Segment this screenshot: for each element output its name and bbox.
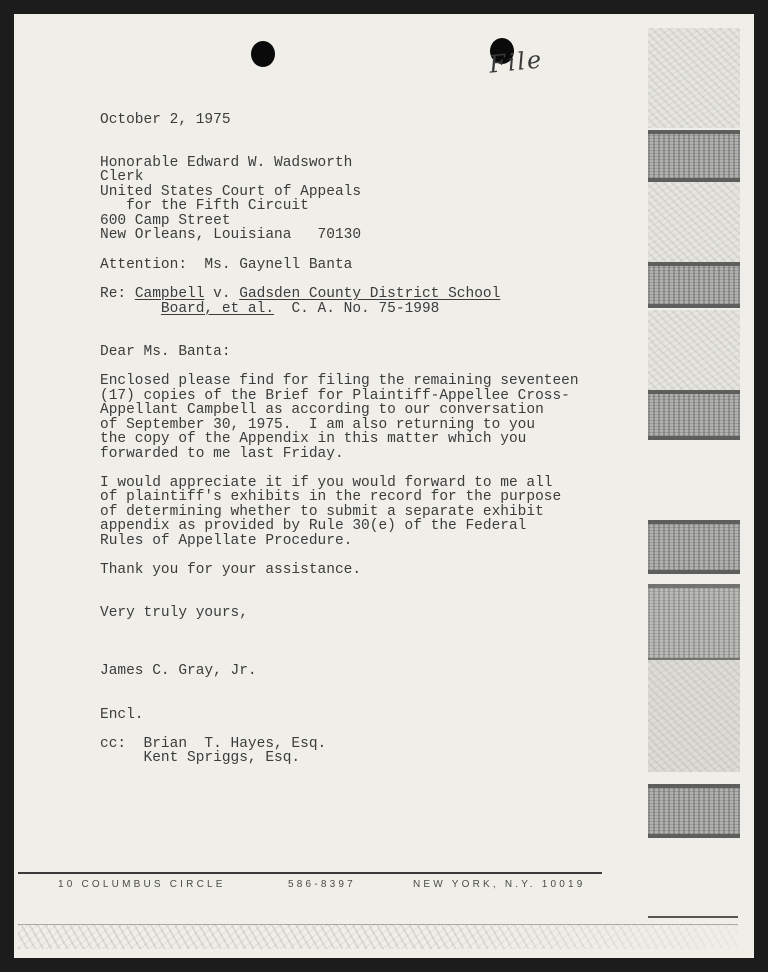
recipient-street: 600 Camp Street (100, 213, 231, 229)
paragraph-2-line: appendix as provided by Rule 30(e) of the Federal (100, 518, 527, 534)
re-party-plaintiff: Campbell (134, 286, 205, 302)
attention-line: Attention: Ms. Gaynell Banta (100, 257, 353, 273)
cc-line: Kent Spriggs, Esq. (100, 750, 301, 766)
paragraph-1-line: of September 30, 1975. I am also returning to you (100, 417, 536, 433)
paragraph-1-line: Appellant Campbell as according to our conversation (100, 402, 544, 418)
re-indent (100, 301, 161, 317)
punch-hole-left (251, 41, 275, 67)
recipient-title: Clerk (100, 169, 144, 185)
edge-strip-light (648, 182, 740, 262)
re-case-number: C. A. No. 75-1998 (274, 301, 440, 317)
edge-strip-dark (648, 520, 740, 574)
edge-strip-dark (648, 262, 740, 308)
scan-artifact-strip (18, 924, 738, 949)
enclosure-note: Encl. (100, 707, 144, 723)
edge-strip-light (648, 310, 740, 390)
re-party-defendant: Gadsden County District School (239, 286, 501, 302)
re-versus: v. (204, 286, 240, 302)
paragraph-2-line: Rules of Appellate Procedure. (100, 533, 353, 549)
recipient-org-cont: for the Fifth Circuit (100, 198, 309, 214)
re-party-defendant-cont: Board, et al. (160, 301, 275, 317)
cc-line: cc: Brian T. Hayes, Esq. (100, 736, 327, 752)
paragraph-1-line: (17) copies of the Brief for Plaintiff-Appellee Cross- (100, 388, 570, 404)
edge-rule (648, 916, 738, 918)
edge-strip-dark (648, 130, 740, 182)
footer-phone: 586-8397 (288, 879, 356, 890)
paragraph-2-line: I would appreciate it if you would forward to me all (100, 475, 553, 491)
closing: Very truly yours, (100, 605, 248, 621)
footer-city: NEW YORK, N.Y. 10019 (413, 879, 586, 890)
paragraph-1-line: the copy of the Appendix in this matter which you (100, 431, 527, 447)
letter-date: October 2, 1975 (100, 112, 231, 128)
signature-name: James C. Gray, Jr. (100, 663, 257, 679)
paragraph-3: Thank you for your assistance. (100, 562, 362, 578)
edge-strip-dark (648, 784, 740, 838)
handwritten-file-note: File (487, 45, 545, 79)
edge-strip-light (648, 660, 740, 772)
paragraph-2-line: of plaintiff's exhibits in the record for the purpose (100, 489, 562, 505)
paragraph-2-line: of determining whether to submit a separate exhibit (100, 504, 544, 520)
recipient-city: New Orleans, Louisiana 70130 (100, 227, 362, 243)
re-line-1 (100, 287, 500, 301)
re-prefix: Re: (100, 286, 135, 302)
letterhead-rule (18, 872, 602, 874)
footer-address: 10 COLUMBUS CIRCLE (58, 879, 226, 890)
edge-strip-light (648, 28, 740, 128)
paragraph-1-line: Enclosed please find for filing the remaining seventeen (100, 373, 579, 389)
recipient-name: Honorable Edward W. Wadsworth (100, 155, 353, 171)
paragraph-1-line: forwarded to me last Friday. (100, 446, 344, 462)
edge-strip-dark (648, 584, 740, 662)
recipient-org: United States Court of Appeals (100, 184, 362, 200)
re-line-2 (100, 302, 439, 316)
salutation: Dear Ms. Banta: (100, 344, 231, 360)
edge-strip-dark (648, 390, 740, 440)
